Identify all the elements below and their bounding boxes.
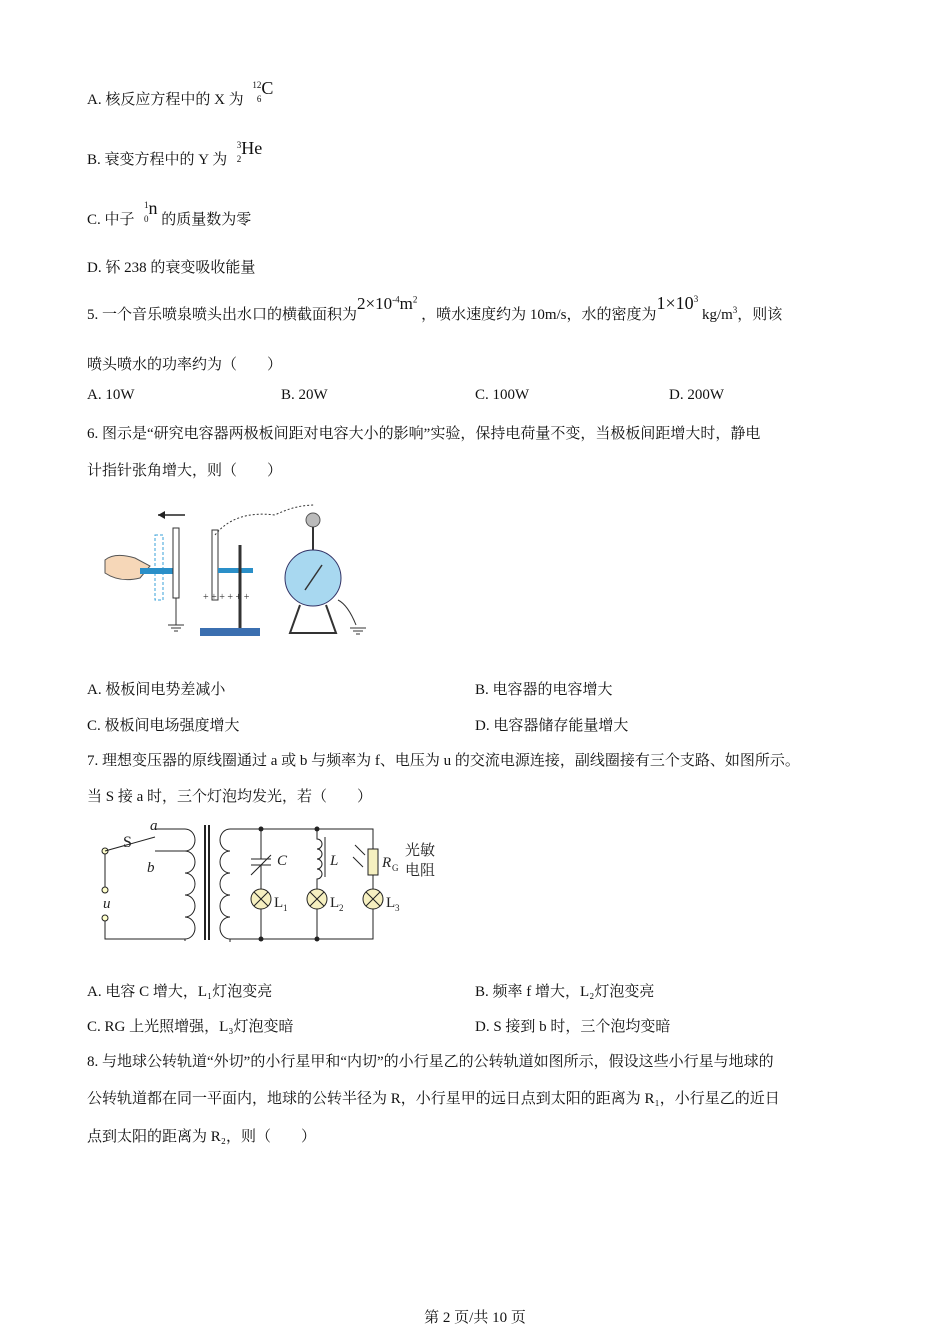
q6-line2: 计指针张角增大，则（ ） xyxy=(87,463,283,479)
terminal-b-label: b xyxy=(147,860,155,876)
density-unit-exponent: 3 xyxy=(732,305,738,315)
q7-option-a: A. 电容 C 增大，L₁灯泡变亮 xyxy=(87,984,273,1000)
q6-option-a: A. 极板间电势差减小 xyxy=(87,682,226,698)
isotope-he3 xyxy=(227,140,242,168)
q5-option-a: A. 10W xyxy=(87,387,135,403)
area-exponent: -4 xyxy=(392,294,400,305)
q6-option-b: B. 电容器的电容增大 xyxy=(475,682,613,698)
inductor-label: L xyxy=(330,853,339,869)
atomic-number: 0 xyxy=(144,214,149,224)
element-symbol: n xyxy=(148,198,158,218)
option-text: B. 衰变方程中的 Y 为 xyxy=(87,152,228,168)
mass-number: 1 xyxy=(144,200,149,210)
isotope-c12 xyxy=(247,80,262,108)
q4-option-b xyxy=(87,138,263,169)
svg-text:+ + + + + +: + + + + + + xyxy=(203,592,250,603)
area-value xyxy=(357,294,417,313)
lamp1-label: L xyxy=(274,895,284,911)
mass-number: 3 xyxy=(236,140,242,150)
capacitor-label: C xyxy=(277,853,288,869)
q5-option-d: D. 200W xyxy=(669,387,724,403)
q8-line3: 点到太阳的距离为 R₂，则（ ） xyxy=(87,1129,316,1145)
q6-line1: 6. 图示是“研究电容器两极板间距对电容大小的影响”实验，保持电荷量不变，当极板间距增大时，静电 xyxy=(87,426,761,442)
q4-option-c xyxy=(87,198,252,229)
lamp3-label: L xyxy=(386,895,396,911)
element-symbol: He xyxy=(241,138,263,158)
resistor-label: R xyxy=(382,855,392,871)
lamp1-subscript: 1 xyxy=(283,903,288,913)
photoresistor-label-1: 光敏 xyxy=(405,843,436,859)
q4-option-a xyxy=(87,78,274,109)
lamp3-subscript: 3 xyxy=(395,903,400,913)
capacitor-experiment-figure xyxy=(100,500,370,645)
transformer-circuit-figure xyxy=(95,815,455,950)
q6-option-d: D. 电容器储存能量增大 xyxy=(475,718,629,734)
q7-option-d: D. S 接到 b 时，三个泡均变暗 xyxy=(475,1019,671,1035)
area-unit: m xyxy=(399,294,413,313)
terminal-a-label: a xyxy=(150,818,158,834)
area-unit-exponent: 2 xyxy=(412,294,418,305)
q7-option-c: C. RG 上光照增强，L₃灯泡变暗 xyxy=(87,1019,294,1035)
voltage-label: u xyxy=(103,896,111,912)
q5-line1 xyxy=(87,293,783,324)
photoresistor-label-2: 电阻 xyxy=(405,863,436,879)
density-exponent: 3 xyxy=(693,294,699,304)
q5-text: 5. 一个音乐喷泉喷头出水口的横截面积为 xyxy=(87,307,358,323)
density-unit: kg/m xyxy=(701,307,733,323)
density-value xyxy=(657,293,699,313)
q7-option-b: B. 频率 f 增大，L₂灯泡变亮 xyxy=(475,984,655,1000)
page-footer: 第 2 页/共 10 页 xyxy=(424,1310,526,1326)
resistor-subscript: G xyxy=(392,863,399,873)
element-symbol: C xyxy=(261,78,274,98)
option-text: A. 核反应方程中的 X 为 xyxy=(87,92,244,108)
lamp2-subscript: 2 xyxy=(339,903,344,913)
q4-option-d: D. 钚 238 的衰变吸收能量 xyxy=(87,260,256,276)
option-text: 的质量数为零 xyxy=(161,212,252,228)
q8-line2: 公转轨道都在同一平面内，地球的公转半径为 R，小行星甲的远日点到太阳的距离为 R₁，小行星乙的近日 xyxy=(87,1091,780,1107)
density-mantissa: 1×10 xyxy=(656,293,694,313)
lamp2-label: L xyxy=(330,895,340,911)
mass-number: 12 xyxy=(252,80,262,90)
q5-text: ，喷水速度约为 10m/s，水的密度为 xyxy=(421,307,657,323)
q7-line2: 当 S 接 a 时，三个灯泡均发光，若（ ） xyxy=(87,789,373,805)
q5-line2: 喷头喷水的功率约为（ ） xyxy=(87,357,283,373)
q5-option-b: B. 20W xyxy=(281,387,328,403)
isotope-neutron xyxy=(135,200,149,228)
atomic-number: 6 xyxy=(256,94,262,104)
q5-text: ，则该 xyxy=(737,307,783,323)
option-text: C. 中子 xyxy=(87,212,135,228)
q8-line1: 8. 与地球公转轨道“外切”的小行星甲和“内切”的小行星乙的公转轨道如图所示，假设这些小行星与地球的 xyxy=(87,1054,774,1070)
q5-option-c: C. 100W xyxy=(475,387,530,403)
q7-line1: 7. 理想变压器的原线圈通过 a 或 b 与频率为 f、电压为 u 的交流电源连接，副线圈接有三个支路、如图所示。 xyxy=(87,753,800,769)
q6-option-c: C. 极板间电场强度增大 xyxy=(87,718,240,734)
atomic-number: 2 xyxy=(236,154,242,164)
switch-label: S xyxy=(123,834,132,851)
area-mantissa: 2×10 xyxy=(357,294,393,313)
